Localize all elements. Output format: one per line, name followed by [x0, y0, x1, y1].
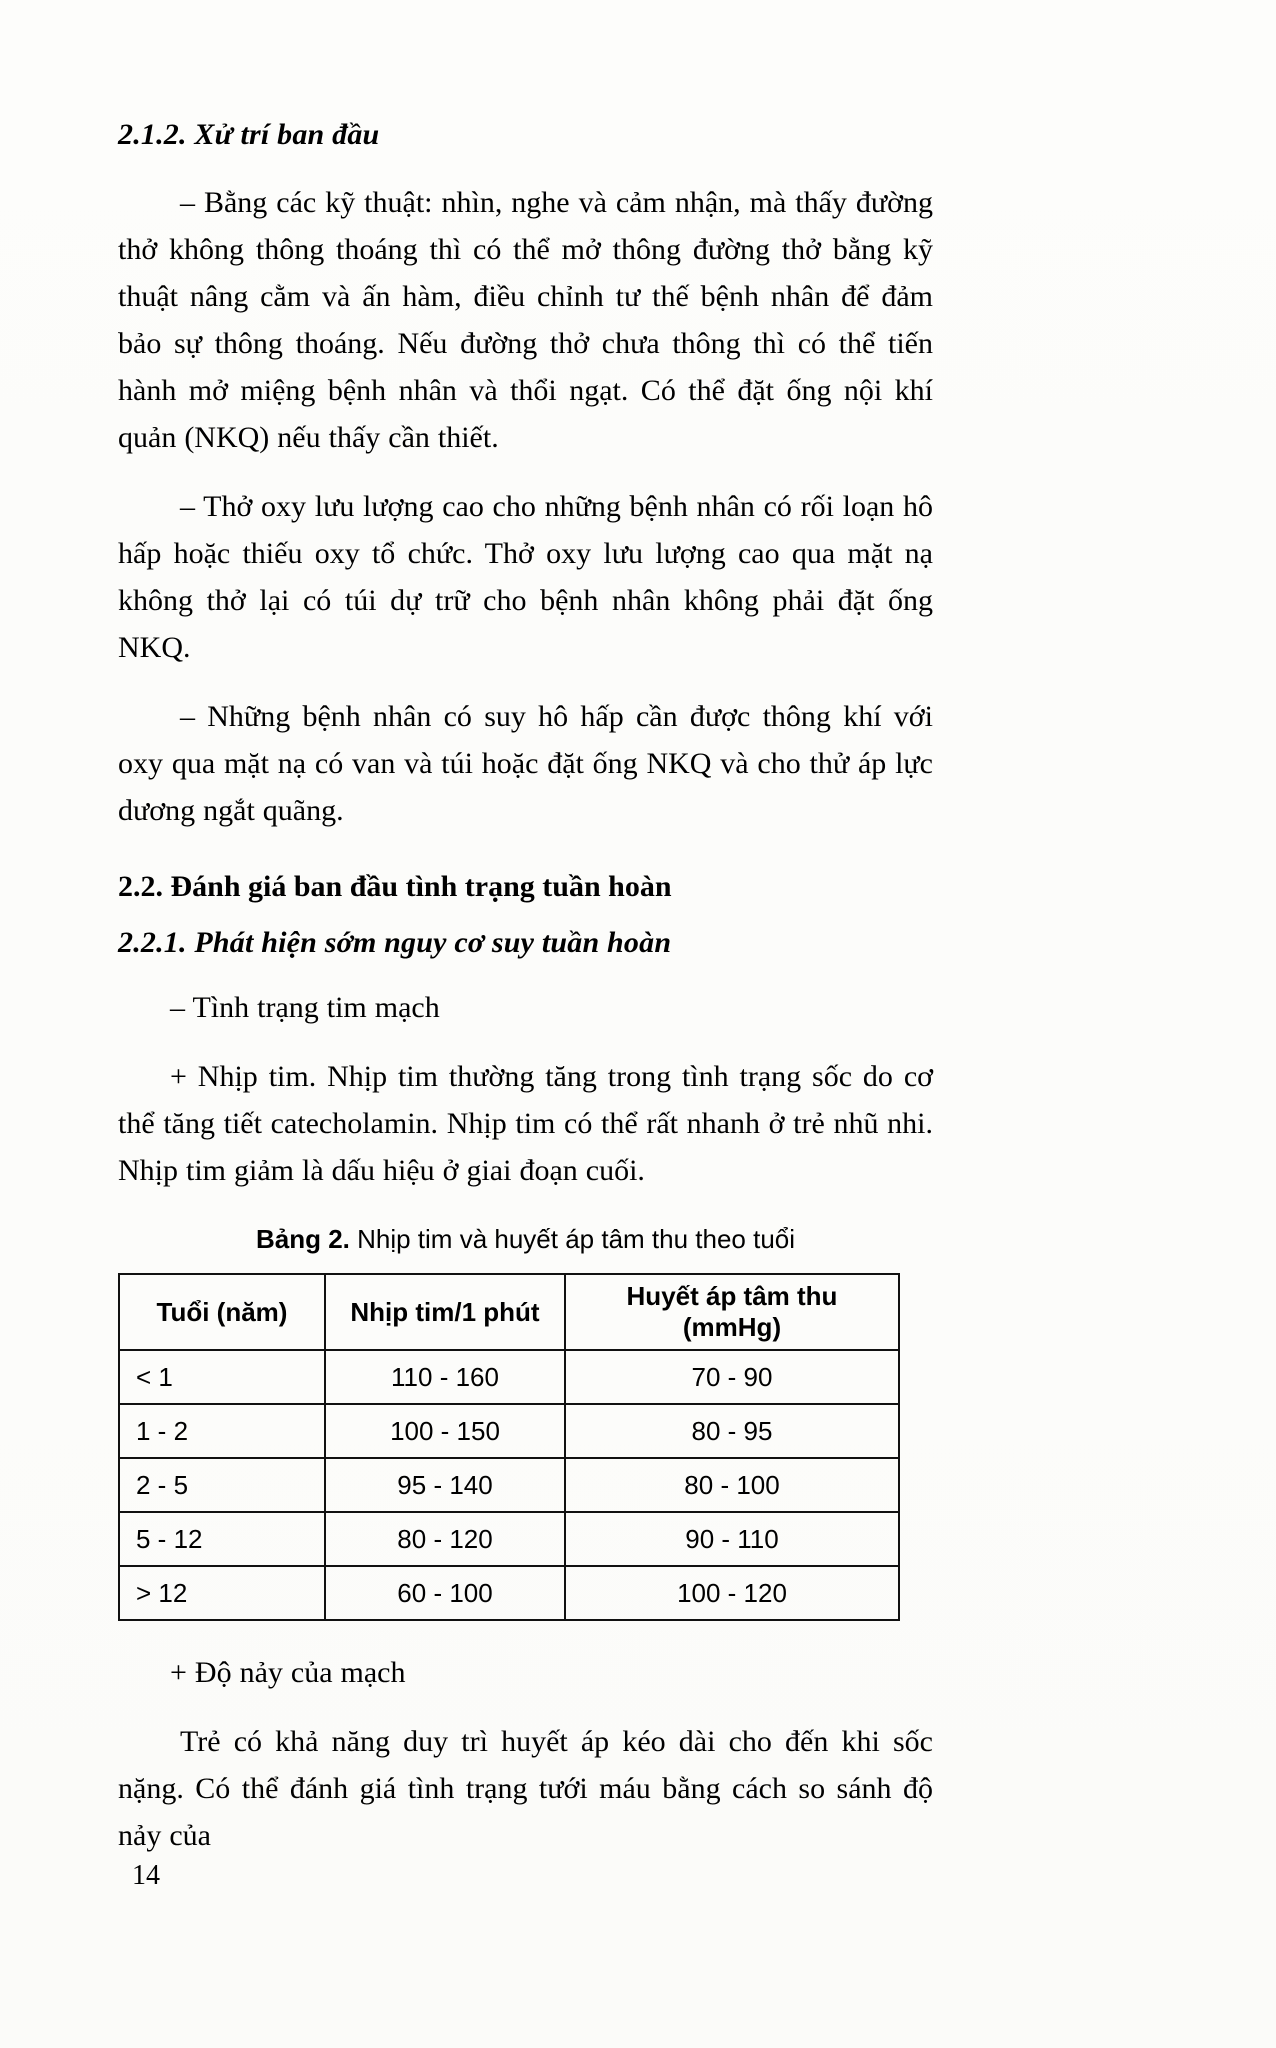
paragraph-high-flow-oxygen: – Thở oxy lưu lượng cao cho những bệnh nhân có rối loạn hô hấp hoặc thiếu oxy tổ chức. Thở oxy lưu lượng cao qua mặt nạ không thở lại có túi dự trữ cho bệnh nhân không phải đặt ống NKQ.	[118, 490, 933, 664]
cell-heart-rate: 100 - 150	[325, 1404, 565, 1458]
cell-heart-rate: 60 - 100	[325, 1566, 565, 1620]
table-row	[119, 1566, 899, 1620]
table-caption-label: Bảng 2.	[255, 1224, 350, 1254]
page-number: 14	[132, 1860, 160, 1891]
table-row	[119, 1350, 899, 1404]
table-row	[119, 1458, 899, 1512]
cell-systolic-bp: 100 - 120	[565, 1566, 899, 1620]
paragraph-heart-rate: + Nhịp tim. Nhịp tim thường tăng trong tình trạng sốc do cơ thể tăng tiết catecholamin. Nhịp tim có thể rất nhanh ở trẻ nhũ nhi. Nhịp tim giảm là dấu hiệu ở giai đoạn cuối.	[118, 1060, 933, 1187]
heading-2-1-2: 2.1.2. Xử trí ban đầu	[118, 118, 380, 151]
cell-systolic-bp: 80 - 95	[565, 1404, 899, 1458]
table-caption	[118, 1224, 933, 1255]
cell-heart-rate: 95 - 140	[325, 1458, 565, 1512]
table-header-age: Tuổi (năm)	[119, 1274, 325, 1350]
table-header-heart-rate: Nhịp tim/1 phút	[325, 1274, 565, 1350]
cell-age: 5 - 12	[119, 1512, 325, 1566]
table-row	[119, 1404, 899, 1458]
heading-2-2-1: 2.2.1. Phát hiện sớm nguy cơ suy tuần hoàn	[118, 926, 672, 959]
cell-age: 1 - 2	[119, 1404, 325, 1458]
table-row	[119, 1512, 899, 1566]
cell-heart-rate: 80 - 120	[325, 1512, 565, 1566]
cell-age: 2 - 5	[119, 1458, 325, 1512]
table-heart-rate-blood-pressure	[118, 1273, 900, 1621]
paragraph-airway-technique: – Bằng các kỹ thuật: nhìn, nghe và cảm nhận, mà thấy đường thở không thông thoáng thì có thể mở thông đường thở bằng kỹ thuật nâng cằm và ấn hàm, điều chỉnh tư thế bệnh nhân để đảm bảo sự thông thoáng. Nếu đường thở chưa thông thì có thể tiến hành mở miệng bệnh nhân và thổi ngạt. Có thể đặt ống nội khí quản (NKQ) nếu thấy cần thiết.	[118, 186, 933, 454]
cell-systolic-bp: 70 - 90	[565, 1350, 899, 1404]
cell-heart-rate: 110 - 160	[325, 1350, 565, 1404]
paragraph-cardiac-status: – Tình trạng tim mạch	[170, 991, 440, 1024]
table-header-systolic-bp: Huyết áp tâm thu (mmHg)	[565, 1274, 899, 1350]
cell-systolic-bp: 90 - 110	[565, 1512, 899, 1566]
cell-systolic-bp: 80 - 100	[565, 1458, 899, 1512]
paragraph-respiratory-failure: – Những bệnh nhân có suy hô hấp cần được thông khí với oxy qua mặt nạ có van và túi hoặc đặt ống NKQ và cho thử áp lực dương ngắt quãng.	[118, 700, 933, 827]
table-caption-text: Nhịp tim và huyết áp tâm thu theo tuổi	[349, 1224, 796, 1254]
cell-age: > 12	[119, 1566, 325, 1620]
paragraph-perfusion-assessment: Trẻ có khả năng duy trì huyết áp kéo dài cho đến khi sốc nặng. Có thể đánh giá tình trạng tưới máu bằng cách so sánh độ nảy của	[118, 1725, 933, 1852]
table-header-row	[119, 1274, 899, 1350]
paragraph-pulse-volume: + Độ nảy của mạch	[170, 1656, 406, 1689]
page-content	[118, 0, 933, 1859]
heading-2-2: 2.2. Đánh giá ban đầu tình trạng tuần hoàn	[118, 870, 672, 903]
cell-age: < 1	[119, 1350, 325, 1404]
